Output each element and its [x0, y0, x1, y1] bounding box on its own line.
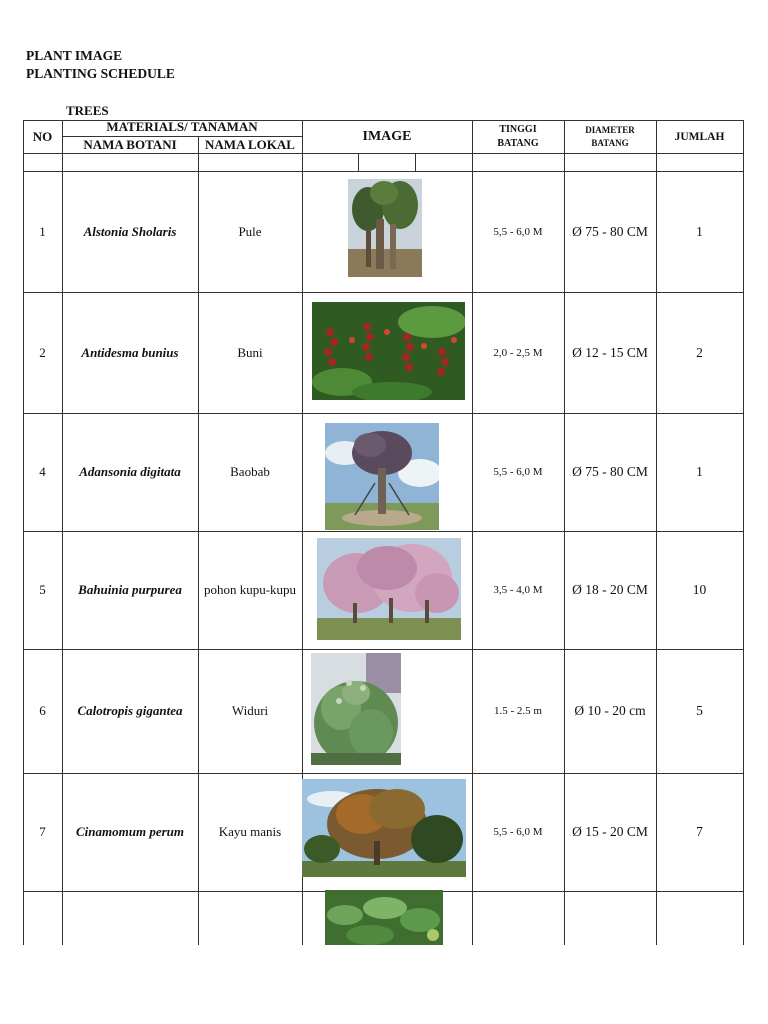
row-tinggi: 5,5 - 6,0 M — [493, 826, 543, 838]
row-nama-botani: Calotropis gigantea — [77, 703, 183, 718]
row-nama-lokal: Pule — [238, 223, 262, 239]
row-diameter: Ø 75 - 80 CM — [572, 464, 648, 479]
row-jumlah: 5 — [696, 703, 703, 718]
row-tinggi: 5,5 - 6,0 M — [493, 466, 543, 478]
table-line — [743, 120, 744, 945]
header-no: NO — [32, 128, 53, 144]
buni-berries-photo — [312, 302, 465, 400]
header-tinggi-line2: BATANG — [497, 137, 539, 149]
header-tinggi-batang — [472, 120, 564, 153]
row-diameter: Ø 18 - 20 CM — [572, 582, 648, 597]
row-nama-botani: Antidesma bunius — [81, 344, 179, 360]
header-diameter-line2: BATANG — [591, 137, 629, 148]
header-diameter-line1: DIAMETER — [585, 124, 635, 135]
calotropis-shrub-photo — [311, 653, 401, 765]
alstonia-tree-photo — [348, 179, 422, 277]
row-nama-lokal: Kayu manis — [218, 824, 282, 839]
row-tinggi: 5,5 - 6,0 M — [493, 225, 543, 238]
table-line — [358, 153, 359, 171]
row-diameter: Ø 75 - 80 CM — [572, 223, 648, 239]
row-nama-botani: Adansonia digitata — [79, 464, 181, 479]
header-diameter-batang — [564, 120, 656, 153]
row-nama-botani: Cinamomum perum — [76, 824, 184, 839]
row-no: 2 — [39, 344, 46, 360]
row-nama-lokal: Buni — [237, 344, 263, 360]
header-tinggi-line1: TINGGI — [499, 123, 537, 135]
row-jumlah: 1 — [696, 223, 703, 239]
row-no: 6 — [39, 703, 46, 718]
table-line — [415, 153, 416, 171]
row-nama-lokal: pohon kupu-kupu — [203, 582, 297, 597]
section-label: TREES — [66, 103, 109, 118]
header-materials: MATERIALS/ TANAMAN — [106, 119, 258, 134]
row-diameter: Ø 12 - 15 CM — [572, 344, 648, 360]
row-nama-lokal: Widuri — [231, 703, 269, 718]
row-jumlah: 1 — [696, 464, 703, 479]
row-tinggi: 2,0 - 2,5 M — [493, 346, 543, 359]
row-no: 5 — [39, 582, 46, 597]
row-nama-botani: Alstonia Sholaris — [83, 223, 177, 239]
cinnamon-tree-photo — [302, 779, 466, 877]
row-nama-lokal: Baobab — [230, 464, 270, 479]
page-title-line2: PLANTING SCHEDULE — [26, 66, 175, 81]
row-no: 4 — [39, 464, 46, 479]
header-image: IMAGE — [362, 128, 412, 144]
row-diameter: Ø 15 - 20 CM — [572, 824, 648, 839]
row-diameter: Ø 10 - 20 cm — [574, 703, 646, 718]
row-tinggi: 3,5 - 4,0 M — [493, 584, 543, 596]
leaves-photo — [325, 890, 443, 945]
header-jumlah: JUMLAH — [674, 130, 725, 143]
row-nama-botani: Bahuinia purpurea — [78, 582, 182, 597]
row-jumlah: 7 — [696, 824, 703, 839]
row-tinggi: 1.5 - 2.5 m — [494, 705, 542, 717]
table-line — [23, 153, 744, 154]
row-no: 1 — [39, 223, 46, 239]
page-title-line1: PLANT IMAGE — [26, 48, 123, 63]
row-jumlah: 2 — [696, 344, 703, 360]
header-nama-lokal: NAMA LOKAL — [205, 136, 295, 152]
row-jumlah: 10 — [692, 582, 707, 597]
header-nama-botani: NAMA BOTANI — [83, 136, 177, 152]
row-no: 7 — [39, 824, 46, 839]
bauhinia-tree-photo — [317, 538, 461, 640]
baobab-tree-photo — [325, 423, 439, 530]
